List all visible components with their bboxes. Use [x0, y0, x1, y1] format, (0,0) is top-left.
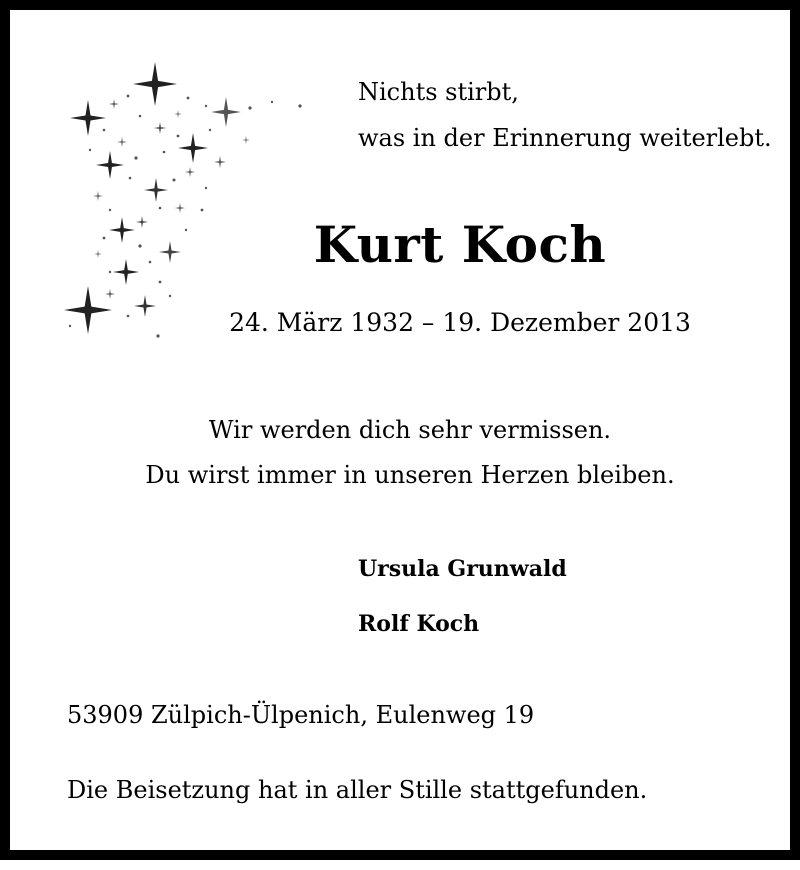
family-address: 53909 Zülpich-Ülpenich, Eulenweg 19 [67, 701, 535, 729]
life-dates: 24. März 1932 – 19. Dezember 2013 [229, 308, 691, 337]
motto-line-1: Nichts stirbt, [358, 78, 519, 106]
funeral-note: Die Beisetzung hat in aller Stille stattgefunden. [67, 776, 648, 804]
mourner-name: Ursula Grunwald [358, 556, 567, 582]
deceased-name: Kurt Koch [313, 215, 607, 274]
motto-line-2: was in der Erinnerung weiterlebt. [358, 124, 772, 152]
message-line-1: Wir werden dich sehr vermissen. [208, 416, 612, 444]
message-line-2: Du wirst immer in unseren Herzen bleiben. [145, 461, 675, 489]
mourner-name: Rolf Koch [358, 611, 480, 637]
